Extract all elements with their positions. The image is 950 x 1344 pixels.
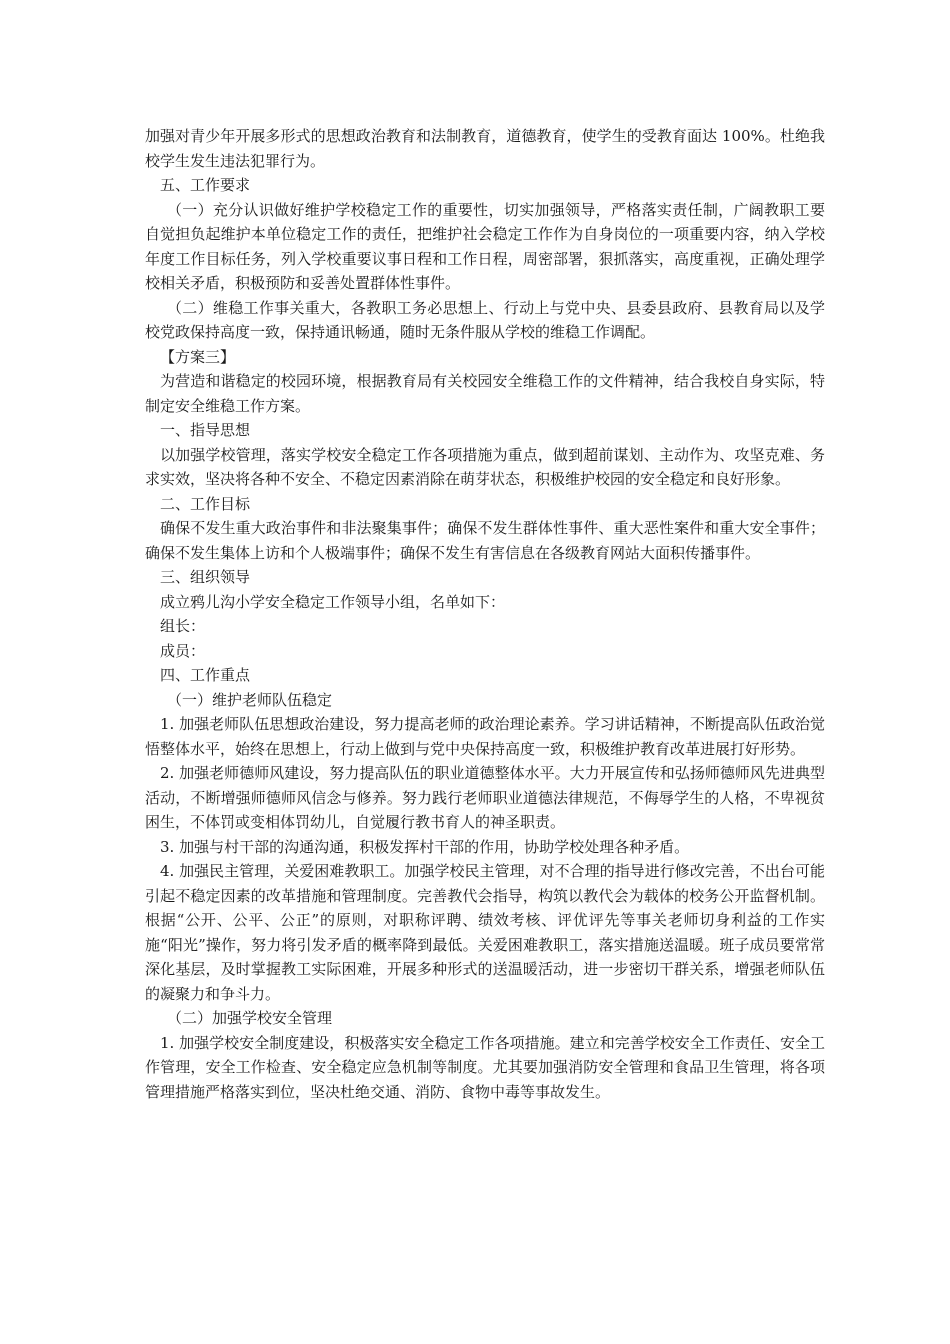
members-line: 成员： — [160, 641, 206, 660]
leader-line: 组长： — [160, 617, 206, 635]
paragraph-body: （二）维稳工作事关重大，各教职工务必思想上、行动上与党中央、县委县政府、县教育局以及学校党政保持高度一致，保持通讯畅通，随时无条件服从学校的维稳工作调配。 — [145, 298, 825, 341]
list-item: 1. 加强老师队伍思想政治建设，努力提高老师的政治理论素养。学习讲话精神，不断提高队伍政治觉悟整体水平，始终在思想上，行动上做到与党中央保持高度一致，积极维护教育改革进展打好形势。 — [145, 715, 825, 758]
paragraph-body: 确保不发生重大政治事件和非法聚集事件；确保不发生群体性事件、重大恶性案件和重大安全事件；确保不发生集体上访和个人极端事件；确保不发生有害信息在各级教育网站大面积传播事件。 — [145, 519, 825, 562]
section-heading-work-focus: 四、工作重点 — [160, 666, 251, 684]
list-item: 2. 加强老师德师风建设，努力提高队伍的职业道德整体水平。大力开展宣传和弘扬师德师风先进典型活动，不断增强师德师风信念与修养。努力践行老师职业道德法律规范，不侮辱学生的人格，不卑视贫困生，不体罚或变相体罚幼儿，自觉履行教书育人的神圣职责。 — [145, 764, 825, 831]
paragraph-body: （一）充分认识做好维护学校稳定工作的重要性，切实加强领导，严格落实责任制，广阔教职工要自觉担负起维护本单位稳定工作的责任，把维护社会稳定工作作为自身岗位的一项重要内容，纳入学校年度工作目标任务，列入学校重要议事日程和工作日程，周密部署，狠抓落实，高度重视，正确处理学校相关矛盾，积极预防和妥善处置群体性事件。 — [145, 200, 825, 292]
section-heading-guiding-thought: 一、指导思想 — [160, 421, 251, 439]
list-item: 3. 加强与村干部的沟通沟通，积极发挥村干部的作用，协助学校处理各种矛盾。 — [160, 837, 690, 856]
document-page — [145, 124, 825, 1104]
list-item: 1. 加强学校安全制度建设，积极落实安全稳定工作各项措施。建立和完善学校安全工作责任、安全工作管理，安全工作检查、安全稳定应急机制等制度。尤其要加强消防安全管理和食品卫生管理，将各项管理措施严格落实到位，坚决杜绝交通、消防、食物中毒等事故发生。 — [145, 1033, 825, 1101]
section-heading-work-requirements: 五、工作要求 — [160, 176, 251, 194]
subsection-heading: （二）加强学校安全管理 — [167, 1009, 333, 1027]
paragraph-body: 以加强学校管理，落实学校安全稳定工作各项措施为重点，做到超前谋划、主动作为、攻坚克难、务求实效，坚决将各种不安全、不稳定因素消除在萌芽状态，积极维护校园的安全稳定和良好形象。 — [145, 445, 825, 488]
plan-three-heading: 【方案三】 — [160, 347, 236, 366]
section-heading-organization: 三、组织领导 — [160, 568, 251, 586]
paragraph-body: 加强对青少年开展多形式的思想政治教育和法制教育，道德教育，使学生的受教育面达 100%。杜绝我校学生发生违法犯罪行为。 — [145, 127, 825, 170]
paragraph-body: 为营造和谐稳定的校园环境，根据教育局有关校园安全维稳工作的文件精神，结合我校自身实际，特制定安全维稳工作方案。 — [145, 372, 825, 415]
paragraph-body: 成立鸦儿沟小学安全稳定工作领导小组，名单如下： — [160, 592, 506, 611]
list-item: 4. 加强民主管理，关爱困难教职工。加强学校民主管理，对不合理的指导进行修改完善，不出台可能引起不稳定因素的改革措施和管理制度。完善教代会指导，构筑以教代会为载体的校务公开监督机制。根据“公开、公平、公正”的原则，对职称评聘、绩效考核、评优评先等事关老师切身利益的工作实施“阳光”操作，努力将引发矛盾的概率降到最低。关爱困难教职工，落实措施送温暖。班子成员要常常深化基层，及时掌握教工实际困难，开展多种形式的送温暖活动，进一步密切干群关系，增强老师队伍的凝聚力和争斗力。 — [145, 862, 825, 1003]
subsection-heading: （一）维护老师队伍稳定 — [167, 690, 333, 709]
section-heading-work-goals: 二、工作目标 — [160, 494, 251, 513]
